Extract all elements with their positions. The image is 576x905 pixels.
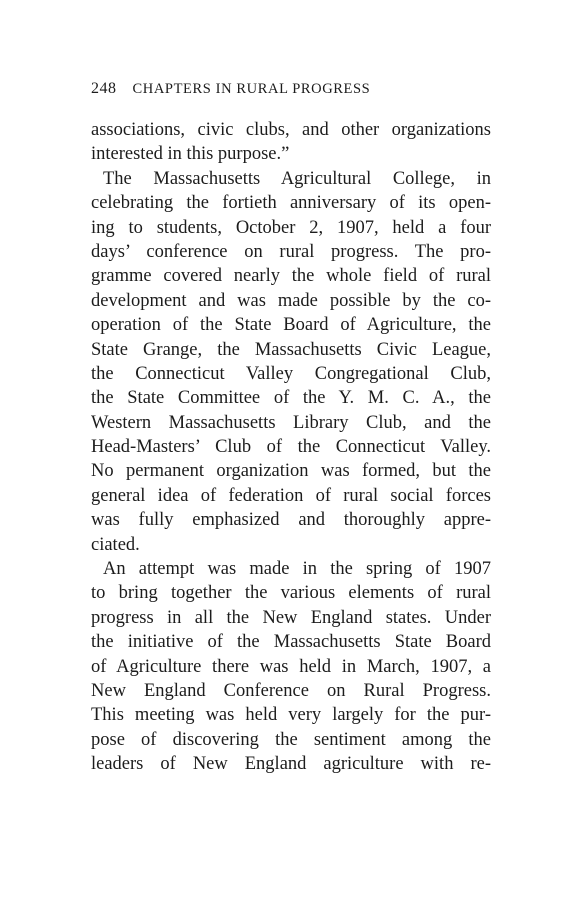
text-line: New England Conference on Rural Progress.	[91, 680, 491, 701]
body-text	[91, 118, 491, 777]
running-title: CHAPTERS IN RURAL PROGRESS	[132, 81, 371, 97]
text-line: general idea of federation of rural social forces	[91, 485, 491, 506]
text-line: interested in this purpose.”	[91, 144, 290, 165]
text-line: ing to students, October 2, 1907, held a four	[91, 217, 491, 238]
text-line: progress in all the New England states. Under	[91, 607, 491, 628]
text-line: the State Committee of the Y. M. C. A., the	[91, 388, 491, 409]
text-line: was fully emphasized and thoroughly appre-	[91, 510, 491, 531]
text-line: pose of discovering the sentiment among the	[91, 729, 491, 750]
text-line: the Connecticut Valley Congregational Club,	[91, 363, 491, 384]
text-line: This meeting was held very largely for the pur-	[91, 705, 491, 726]
text-line: Head-Masters’ Club of the Connecticut Valley.	[91, 437, 491, 458]
text-line: ciated.	[91, 534, 140, 555]
text-line: the initiative of the Massachusetts State Board	[91, 632, 491, 653]
text-line: associations, civic clubs, and other organizations	[91, 120, 491, 140]
text-line: leaders of New England agriculture with re-	[91, 754, 491, 775]
text-line: The Massachusetts Agricultural College, in	[103, 168, 491, 189]
text-line: celebrating the fortieth anniversary of its open-	[91, 193, 491, 214]
text-line: of Agriculture there was held in March, 1907, a	[91, 656, 491, 677]
text-line: gramme covered nearly the whole field of rural	[91, 266, 491, 287]
running-head	[91, 80, 491, 104]
text-line: development and was made possible by the co-	[91, 290, 491, 311]
text-line: State Grange, the Massachusetts Civic League,	[91, 339, 491, 360]
page-number: 248	[91, 80, 117, 97]
text-line: to bring together the various elements of rural	[91, 583, 491, 604]
text-line: days’ conference on rural progress. The pro-	[91, 241, 491, 262]
text-line: operation of the State Board of Agriculture, the	[91, 315, 491, 336]
text-line: An attempt was made in the spring of 1907	[103, 559, 491, 580]
text-line: Western Massachusetts Library Club, and the	[91, 412, 491, 433]
text-line: No permanent organization was formed, but the	[91, 461, 491, 482]
